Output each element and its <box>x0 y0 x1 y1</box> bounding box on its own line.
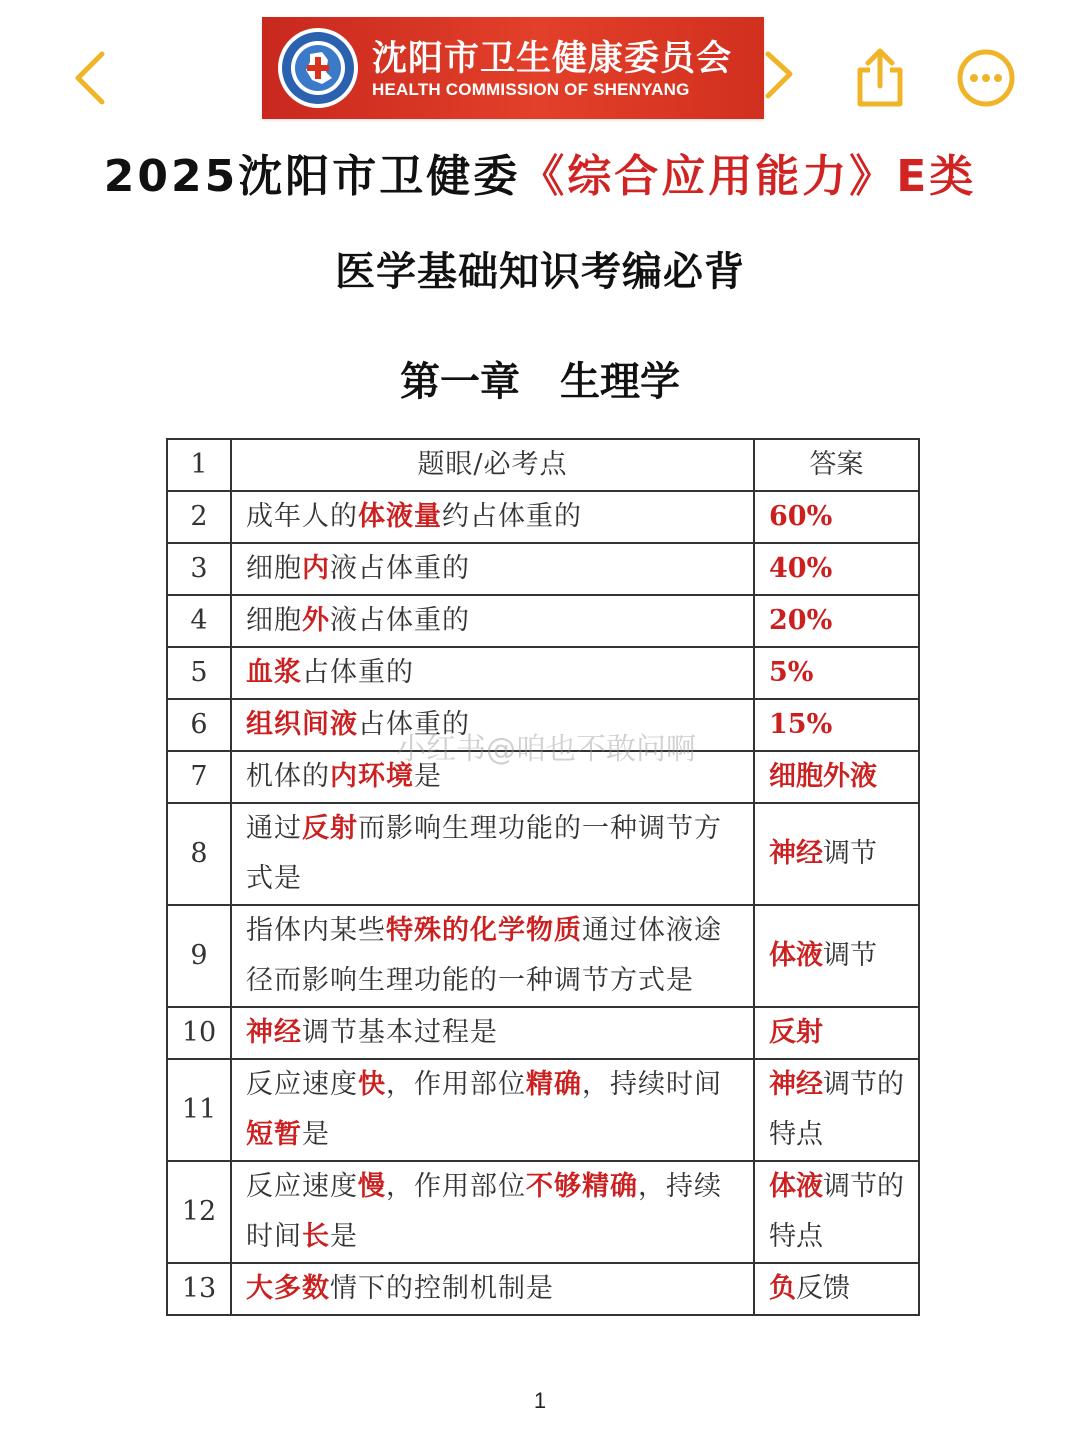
table-row <box>167 1007 919 1059</box>
plain-text: 是 <box>414 761 442 792</box>
plain-text: 调节的特点 <box>769 1069 904 1150</box>
plain-text: 指体内某些 <box>246 915 386 946</box>
back-button[interactable] <box>60 46 124 110</box>
row-number: 3 <box>167 543 231 595</box>
answer-cell <box>754 1161 919 1263</box>
highlight-text: 40% <box>769 553 833 584</box>
highlight-text: 长 <box>302 1221 330 1252</box>
question-cell <box>231 595 754 647</box>
plain-text: 机体的 <box>246 761 330 792</box>
question-cell <box>231 905 754 1007</box>
table-row <box>167 803 919 905</box>
row-number: 5 <box>167 647 231 699</box>
plain-text: 占体重的 <box>358 709 470 740</box>
row-number: 12 <box>167 1161 231 1263</box>
highlight-text: 外 <box>302 605 330 636</box>
row-number: 6 <box>167 699 231 751</box>
header-answer: 答案 <box>754 439 919 491</box>
highlight-text: 组织间液 <box>246 709 358 740</box>
question-cell <box>231 1059 754 1161</box>
highlight-text: 不够精确 <box>526 1171 638 1202</box>
highlight-text: 短暂 <box>246 1119 302 1150</box>
question-cell <box>231 803 754 905</box>
highlight-text: 负 <box>769 1273 796 1304</box>
highlight-text: 内 <box>302 553 330 584</box>
plain-text: ，持续时间 <box>246 1171 722 1252</box>
page-number: 1 <box>533 1388 547 1413</box>
plain-text: 调节的特点 <box>769 1171 904 1252</box>
plain-text: 通过体液途径而影响生理功能的一种调节方式是 <box>246 915 722 996</box>
answer-cell <box>754 1059 919 1161</box>
banner-title-en: HEALTH COMMISSION OF SHENYANG <box>372 80 690 99</box>
highlight-text: 精确 <box>526 1069 582 1100</box>
highlight-text: 神经 <box>769 1069 823 1100</box>
plain-text: 反应速度 <box>246 1069 358 1100</box>
plain-text: 调节基本过程是 <box>302 1017 498 1048</box>
answer-cell <box>754 751 919 803</box>
document-subtitle: 医学基础知识考编必背 <box>335 249 745 295</box>
share-button[interactable] <box>848 46 912 110</box>
row-number: 2 <box>167 491 231 543</box>
plain-text: 反应速度 <box>246 1171 358 1202</box>
highlight-text: 60% <box>769 501 833 532</box>
question-cell <box>231 1007 754 1059</box>
highlight-text: 神经 <box>769 838 823 869</box>
table-row <box>167 595 919 647</box>
knowledge-table <box>166 438 920 1316</box>
question-cell <box>231 647 754 699</box>
answer-cell <box>754 905 919 1007</box>
question-cell <box>231 1263 754 1315</box>
plain-text: 细胞 <box>246 605 302 636</box>
plain-text: 占体重的 <box>302 657 414 688</box>
plain-text: 液占体重的 <box>330 605 470 636</box>
plain-text: 反馈 <box>796 1273 850 1304</box>
highlight-text: 体液量 <box>358 501 442 532</box>
row-number: 10 <box>167 1007 231 1059</box>
plain-text: 而影响生理功能的一种调节方式是 <box>246 813 722 894</box>
highlight-text: 20% <box>769 605 833 636</box>
plain-text: ，作用部位 <box>386 1171 526 1202</box>
plain-text: 通过 <box>246 813 302 844</box>
document-title-year: 2025沈阳市卫健委 <box>103 151 521 202</box>
health-commission-banner <box>262 17 764 119</box>
answer-cell <box>754 699 919 751</box>
row-number: 13 <box>167 1263 231 1315</box>
highlight-text: 神经 <box>246 1017 302 1048</box>
plain-text: ，持续时间 <box>582 1069 722 1100</box>
highlight-text: 内环境 <box>330 761 414 792</box>
highlight-text: 15% <box>769 709 833 740</box>
highlight-text: 体液 <box>769 940 823 971</box>
answer-cell <box>754 1263 919 1315</box>
plain-text: 调节 <box>823 838 877 869</box>
plain-text: 是 <box>302 1119 330 1150</box>
answer-cell <box>754 543 919 595</box>
highlight-text: 慢 <box>358 1171 386 1202</box>
highlight-text: 反射 <box>302 813 358 844</box>
answer-cell <box>754 803 919 905</box>
more-icon <box>954 46 1018 110</box>
plain-text: ，作用部位 <box>386 1069 526 1100</box>
chevron-left-icon <box>60 46 124 110</box>
question-cell <box>231 543 754 595</box>
header-question: 题眼/必考点 <box>231 439 754 491</box>
plain-text: 调节 <box>823 940 877 971</box>
row-number: 7 <box>167 751 231 803</box>
table-row <box>167 905 919 1007</box>
health-commission-emblem-icon <box>276 26 360 110</box>
table-row <box>167 1263 919 1315</box>
chapter-heading: 第一章 生理学 <box>400 359 680 405</box>
more-options-button[interactable] <box>954 46 1018 110</box>
row-number: 11 <box>167 1059 231 1161</box>
question-cell <box>231 491 754 543</box>
highlight-text: 5% <box>769 657 814 688</box>
table-row <box>167 543 919 595</box>
highlight-text: 细胞外液 <box>769 761 877 792</box>
plain-text: 细胞 <box>246 553 302 584</box>
header-num: 1 <box>167 439 231 491</box>
document-title <box>0 140 1080 204</box>
plain-text: 成年人的 <box>246 501 358 532</box>
highlight-text: 快 <box>358 1069 386 1100</box>
highlight-text: 特殊的化学物质 <box>386 915 582 946</box>
table-row <box>167 647 919 699</box>
answer-cell <box>754 647 919 699</box>
banner-title-cn: 沈阳市卫生健康委员会 <box>372 39 733 79</box>
highlight-text: 反射 <box>769 1017 823 1048</box>
plain-text: 液占体重的 <box>330 553 470 584</box>
table-row <box>167 1059 919 1161</box>
highlight-text: 体液 <box>769 1171 823 1202</box>
question-cell <box>231 1161 754 1263</box>
answer-cell <box>754 1007 919 1059</box>
row-number: 9 <box>167 905 231 1007</box>
table-header-row <box>167 439 919 491</box>
plain-text: 约占体重的 <box>442 501 582 532</box>
document-title-subject: 《综合应用能力》E类 <box>520 151 977 202</box>
watermark: 小红书@咱也不敢问啊 <box>396 732 696 767</box>
highlight-text: 血浆 <box>246 657 302 688</box>
share-icon <box>848 46 912 110</box>
row-number: 4 <box>167 595 231 647</box>
answer-cell <box>754 595 919 647</box>
table-row <box>167 491 919 543</box>
plain-text: 是 <box>330 1221 358 1252</box>
table-row <box>167 1161 919 1263</box>
answer-cell <box>754 491 919 543</box>
highlight-text: 大多数 <box>246 1273 330 1304</box>
plain-text: 情下的控制机制是 <box>330 1273 554 1304</box>
row-number: 8 <box>167 803 231 905</box>
